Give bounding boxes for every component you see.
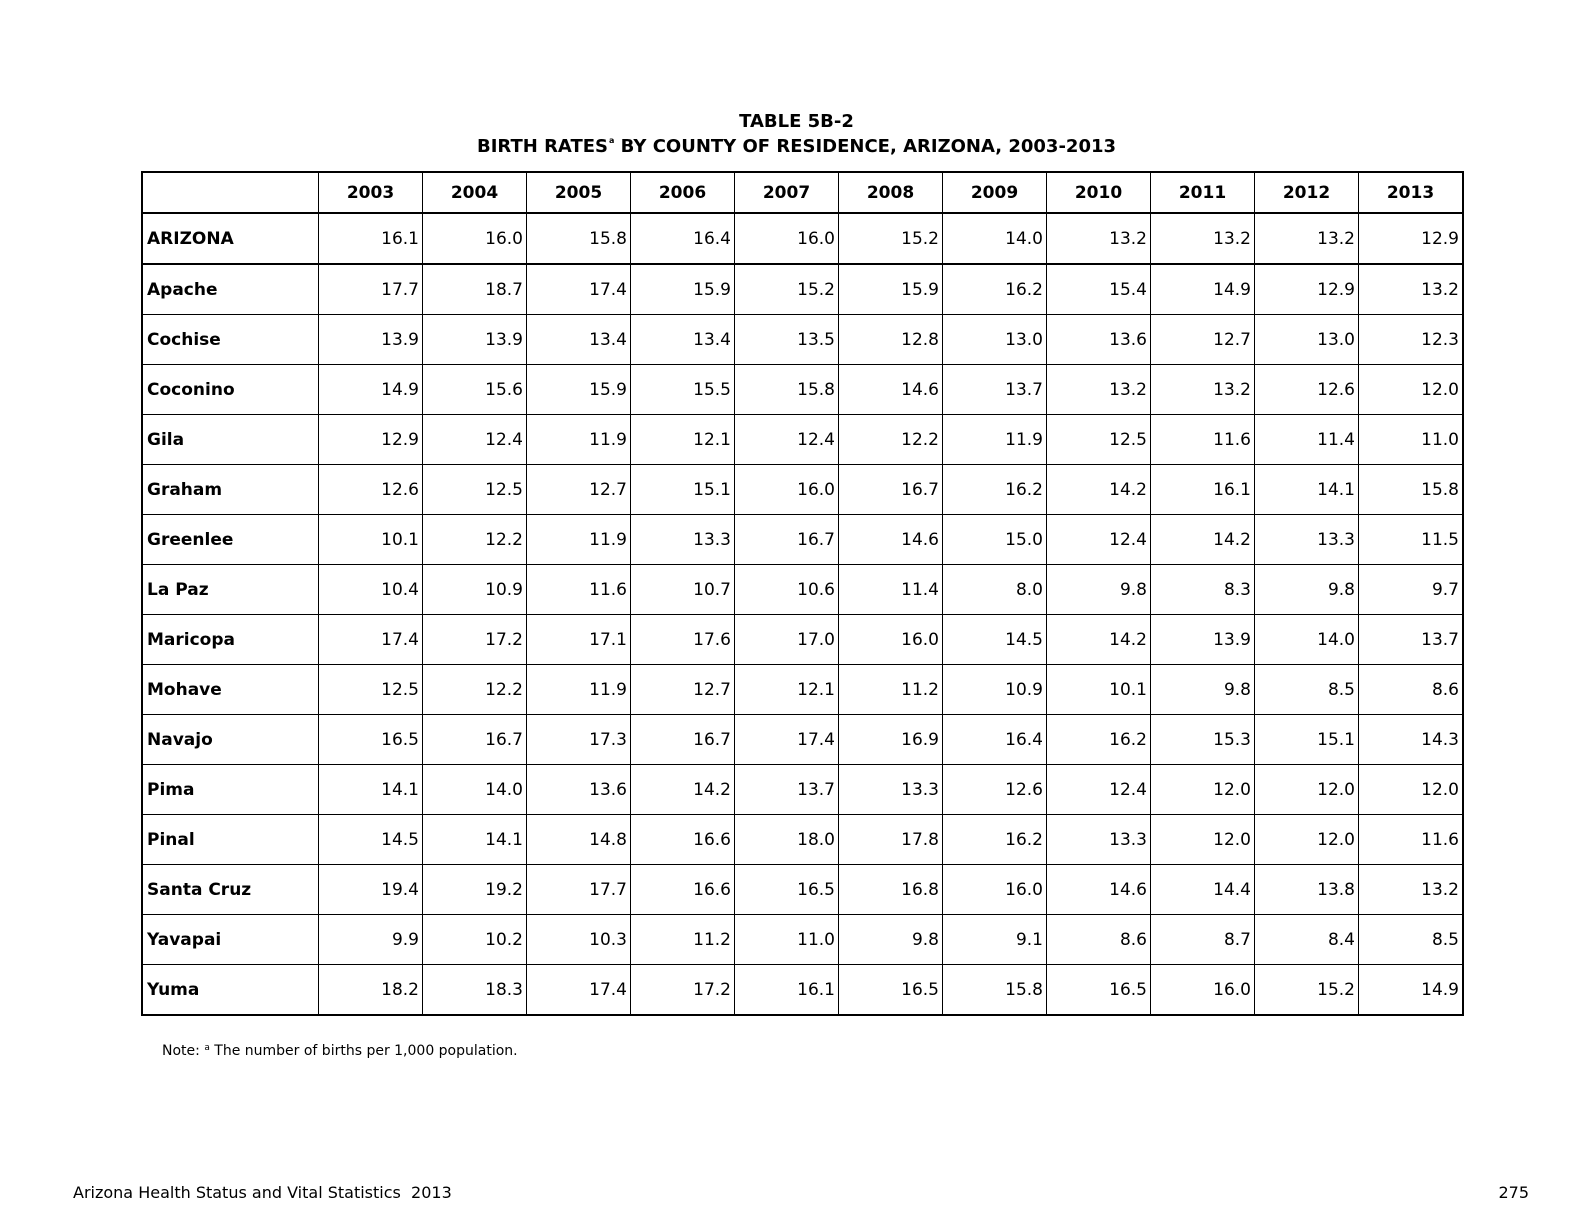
rate-value-cell: 13.2 bbox=[1151, 213, 1255, 264]
rate-value-cell: 9.7 bbox=[1359, 565, 1464, 615]
rate-value-cell: 15.4 bbox=[1047, 264, 1151, 315]
rate-value-cell: 16.8 bbox=[839, 865, 943, 915]
rate-value-cell: 10.4 bbox=[319, 565, 423, 615]
county-row bbox=[142, 665, 1463, 715]
rate-value-cell: 14.8 bbox=[527, 815, 631, 865]
rate-value-cell: 12.3 bbox=[1359, 315, 1464, 365]
rate-value-cell: 14.0 bbox=[423, 765, 527, 815]
rate-value-cell: 14.9 bbox=[1359, 965, 1464, 1016]
rate-value-cell: 14.5 bbox=[319, 815, 423, 865]
rate-value-cell: 12.6 bbox=[943, 765, 1047, 815]
rate-value-cell: 14.0 bbox=[943, 213, 1047, 264]
rate-value-cell: 12.1 bbox=[735, 665, 839, 715]
rate-value-cell: 10.6 bbox=[735, 565, 839, 615]
county-name-cell: Mohave bbox=[142, 665, 319, 715]
rate-value-cell: 8.5 bbox=[1359, 915, 1464, 965]
county-row bbox=[142, 615, 1463, 665]
rate-value-cell: 12.4 bbox=[1047, 765, 1151, 815]
county-row bbox=[142, 315, 1463, 365]
rate-value-cell: 14.9 bbox=[1151, 264, 1255, 315]
county-name-cell: Navajo bbox=[142, 715, 319, 765]
county-row bbox=[142, 415, 1463, 465]
rate-value-cell: 12.0 bbox=[1255, 815, 1359, 865]
rate-value-cell: 18.2 bbox=[319, 965, 423, 1016]
rate-value-cell: 11.9 bbox=[527, 515, 631, 565]
rate-value-cell: 14.3 bbox=[1359, 715, 1464, 765]
rate-value-cell: 9.8 bbox=[839, 915, 943, 965]
rate-value-cell: 14.2 bbox=[1151, 515, 1255, 565]
rate-value-cell: 13.2 bbox=[1151, 365, 1255, 415]
rate-value-cell: 14.2 bbox=[1047, 465, 1151, 515]
rate-value-cell: 10.1 bbox=[1047, 665, 1151, 715]
rate-value-cell: 14.1 bbox=[1255, 465, 1359, 515]
county-name-cell: Yuma bbox=[142, 965, 319, 1016]
rate-value-cell: 16.0 bbox=[735, 213, 839, 264]
rate-value-cell: 13.3 bbox=[631, 515, 735, 565]
rate-value-cell: 13.2 bbox=[1255, 213, 1359, 264]
rate-value-cell: 12.8 bbox=[839, 315, 943, 365]
rate-value-cell: 12.7 bbox=[527, 465, 631, 515]
rate-value-cell: 13.9 bbox=[1151, 615, 1255, 665]
rate-value-cell: 8.4 bbox=[1255, 915, 1359, 965]
rate-value-cell: 12.7 bbox=[631, 665, 735, 715]
rate-value-cell: 13.7 bbox=[735, 765, 839, 815]
year-header-cell: 2010 bbox=[1047, 172, 1151, 213]
rate-value-cell: 15.2 bbox=[839, 213, 943, 264]
rate-value-cell: 15.8 bbox=[735, 365, 839, 415]
rate-value-cell: 15.2 bbox=[735, 264, 839, 315]
county-name-cell: Apache bbox=[142, 264, 319, 315]
rate-value-cell: 12.5 bbox=[1047, 415, 1151, 465]
rate-value-cell: 15.9 bbox=[839, 264, 943, 315]
rate-value-cell: 15.0 bbox=[943, 515, 1047, 565]
rate-value-cell: 11.2 bbox=[631, 915, 735, 965]
rate-value-cell: 15.1 bbox=[1255, 715, 1359, 765]
rate-value-cell: 17.0 bbox=[735, 615, 839, 665]
rate-value-cell: 16.0 bbox=[943, 865, 1047, 915]
county-row bbox=[142, 765, 1463, 815]
rate-value-cell: 10.9 bbox=[943, 665, 1047, 715]
year-header-cell: 2009 bbox=[943, 172, 1047, 213]
rate-value-cell: 14.9 bbox=[319, 365, 423, 415]
rate-value-cell: 10.9 bbox=[423, 565, 527, 615]
rate-value-cell: 11.9 bbox=[527, 665, 631, 715]
rate-value-cell: 9.9 bbox=[319, 915, 423, 965]
rate-value-cell: 11.6 bbox=[1359, 815, 1464, 865]
rate-value-cell: 15.5 bbox=[631, 365, 735, 415]
table-body bbox=[142, 213, 1463, 1015]
county-name-cell: Yavapai bbox=[142, 915, 319, 965]
rate-value-cell: 14.1 bbox=[423, 815, 527, 865]
rate-value-cell: 12.5 bbox=[319, 665, 423, 715]
rate-value-cell: 18.0 bbox=[735, 815, 839, 865]
rate-value-cell: 11.6 bbox=[527, 565, 631, 615]
rate-value-cell: 10.3 bbox=[527, 915, 631, 965]
rate-value-cell: 16.6 bbox=[631, 815, 735, 865]
rate-value-cell: 16.4 bbox=[631, 213, 735, 264]
rate-value-cell: 13.4 bbox=[527, 315, 631, 365]
rate-value-cell: 13.0 bbox=[1255, 315, 1359, 365]
table-title-prefix: BIRTH RATES bbox=[476, 136, 608, 157]
rate-value-cell: 12.5 bbox=[423, 465, 527, 515]
rate-value-cell: 17.4 bbox=[319, 615, 423, 665]
rate-value-cell: 12.4 bbox=[1047, 515, 1151, 565]
note-text: The number of births per 1,000 population. bbox=[209, 1043, 518, 1059]
year-header-cell: 2008 bbox=[839, 172, 943, 213]
rate-value-cell: 17.4 bbox=[527, 264, 631, 315]
rate-value-cell: 12.1 bbox=[631, 415, 735, 465]
rate-value-cell: 16.5 bbox=[839, 965, 943, 1016]
rate-value-cell: 14.2 bbox=[1047, 615, 1151, 665]
county-row bbox=[142, 465, 1463, 515]
county-name-cell: Maricopa bbox=[142, 615, 319, 665]
rate-value-cell: 15.9 bbox=[527, 365, 631, 415]
rate-value-cell: 15.9 bbox=[631, 264, 735, 315]
table-note bbox=[162, 1043, 518, 1059]
year-header-cell: 2006 bbox=[631, 172, 735, 213]
rate-value-cell: 16.7 bbox=[423, 715, 527, 765]
rate-value-cell: 16.0 bbox=[423, 213, 527, 264]
county-name-cell: Coconino bbox=[142, 365, 319, 415]
county-row bbox=[142, 815, 1463, 865]
rate-value-cell: 11.6 bbox=[1151, 415, 1255, 465]
county-row bbox=[142, 715, 1463, 765]
county-name-cell: Santa Cruz bbox=[142, 865, 319, 915]
year-header-cell: 2004 bbox=[423, 172, 527, 213]
county-name-cell: Pinal bbox=[142, 815, 319, 865]
rate-value-cell: 17.4 bbox=[735, 715, 839, 765]
title-footnote-marker: a bbox=[609, 136, 615, 145]
rate-value-cell: 8.5 bbox=[1255, 665, 1359, 715]
rate-value-cell: 16.1 bbox=[1151, 465, 1255, 515]
rate-value-cell: 12.0 bbox=[1359, 765, 1464, 815]
table-title-block bbox=[0, 109, 1593, 159]
rate-value-cell: 17.1 bbox=[527, 615, 631, 665]
rate-value-cell: 11.4 bbox=[1255, 415, 1359, 465]
rate-value-cell: 13.7 bbox=[943, 365, 1047, 415]
rate-value-cell: 12.4 bbox=[423, 415, 527, 465]
rate-value-cell: 12.6 bbox=[319, 465, 423, 515]
rate-value-cell: 16.2 bbox=[943, 465, 1047, 515]
rate-value-cell: 8.6 bbox=[1047, 915, 1151, 965]
rate-value-cell: 11.0 bbox=[1359, 415, 1464, 465]
rate-value-cell: 11.4 bbox=[839, 565, 943, 615]
year-header-cell: 2007 bbox=[735, 172, 839, 213]
rate-value-cell: 17.2 bbox=[423, 615, 527, 665]
rate-value-cell: 14.2 bbox=[631, 765, 735, 815]
rate-value-cell: 13.4 bbox=[631, 315, 735, 365]
rate-value-cell: 14.5 bbox=[943, 615, 1047, 665]
rate-value-cell: 13.9 bbox=[319, 315, 423, 365]
year-header-cell: 2003 bbox=[319, 172, 423, 213]
rate-value-cell: 12.0 bbox=[1151, 765, 1255, 815]
county-name-cell: Graham bbox=[142, 465, 319, 515]
rate-value-cell: 17.7 bbox=[319, 264, 423, 315]
rate-value-cell: 12.6 bbox=[1255, 365, 1359, 415]
rate-value-cell: 11.0 bbox=[735, 915, 839, 965]
county-row bbox=[142, 365, 1463, 415]
rate-value-cell: 15.6 bbox=[423, 365, 527, 415]
county-name-cell: Greenlee bbox=[142, 515, 319, 565]
rate-value-cell: 13.2 bbox=[1047, 213, 1151, 264]
rate-value-cell: 11.5 bbox=[1359, 515, 1464, 565]
rate-value-cell: 13.3 bbox=[1255, 515, 1359, 565]
county-name-cell: ARIZONA bbox=[142, 213, 319, 264]
rate-value-cell: 15.3 bbox=[1151, 715, 1255, 765]
rate-value-cell: 9.8 bbox=[1151, 665, 1255, 715]
county-row bbox=[142, 865, 1463, 915]
rate-value-cell: 8.7 bbox=[1151, 915, 1255, 965]
rate-value-cell: 11.9 bbox=[527, 415, 631, 465]
birth-rates-table bbox=[141, 171, 1464, 1016]
county-name-cell: Gila bbox=[142, 415, 319, 465]
year-header-cell: 2005 bbox=[527, 172, 631, 213]
rate-value-cell: 14.0 bbox=[1255, 615, 1359, 665]
rate-value-cell: 16.6 bbox=[631, 865, 735, 915]
rate-value-cell: 16.1 bbox=[735, 965, 839, 1016]
rate-value-cell: 17.4 bbox=[527, 965, 631, 1016]
rate-value-cell: 14.6 bbox=[1047, 865, 1151, 915]
rate-value-cell: 12.9 bbox=[1255, 264, 1359, 315]
rate-value-cell: 19.4 bbox=[319, 865, 423, 915]
rate-value-cell: 13.2 bbox=[1047, 365, 1151, 415]
rate-value-cell: 17.2 bbox=[631, 965, 735, 1016]
rate-value-cell: 12.0 bbox=[1359, 365, 1464, 415]
rate-value-cell: 16.1 bbox=[319, 213, 423, 264]
rate-value-cell: 12.0 bbox=[1255, 765, 1359, 815]
rate-value-cell: 12.2 bbox=[839, 415, 943, 465]
county-row bbox=[142, 565, 1463, 615]
rate-value-cell: 10.1 bbox=[319, 515, 423, 565]
rate-value-cell: 9.1 bbox=[943, 915, 1047, 965]
rate-value-cell: 15.8 bbox=[1359, 465, 1464, 515]
note-footnote-marker: a bbox=[204, 1043, 210, 1053]
state-total-row bbox=[142, 213, 1463, 264]
rate-value-cell: 13.6 bbox=[527, 765, 631, 815]
rate-value-cell: 13.5 bbox=[735, 315, 839, 365]
rate-value-cell: 9.8 bbox=[1047, 565, 1151, 615]
rate-value-cell: 12.9 bbox=[1359, 213, 1464, 264]
rate-value-cell: 14.1 bbox=[319, 765, 423, 815]
rate-value-cell: 16.4 bbox=[943, 715, 1047, 765]
rate-value-cell: 16.5 bbox=[735, 865, 839, 915]
rate-value-cell: 14.4 bbox=[1151, 865, 1255, 915]
rate-value-cell: 12.7 bbox=[1151, 315, 1255, 365]
rate-value-cell: 16.9 bbox=[839, 715, 943, 765]
county-row bbox=[142, 915, 1463, 965]
county-row bbox=[142, 515, 1463, 565]
rate-value-cell: 13.3 bbox=[839, 765, 943, 815]
rate-value-cell: 16.2 bbox=[943, 815, 1047, 865]
rate-value-cell: 12.2 bbox=[423, 515, 527, 565]
rate-value-cell: 12.0 bbox=[1151, 815, 1255, 865]
rate-value-cell: 10.7 bbox=[631, 565, 735, 615]
rate-value-cell: 8.3 bbox=[1151, 565, 1255, 615]
rate-value-cell: 11.9 bbox=[943, 415, 1047, 465]
rate-value-cell: 14.6 bbox=[839, 515, 943, 565]
page-number: 275 bbox=[1498, 1183, 1529, 1202]
rate-value-cell: 15.1 bbox=[631, 465, 735, 515]
table-header-row bbox=[142, 172, 1463, 213]
rate-value-cell: 13.8 bbox=[1255, 865, 1359, 915]
rate-value-cell: 16.7 bbox=[735, 515, 839, 565]
rate-value-cell: 12.2 bbox=[423, 665, 527, 715]
rate-value-cell: 16.0 bbox=[735, 465, 839, 515]
rate-value-cell: 13.7 bbox=[1359, 615, 1464, 665]
note-prefix: Note: bbox=[162, 1043, 205, 1059]
year-header-cell: 2011 bbox=[1151, 172, 1255, 213]
rate-value-cell: 10.2 bbox=[423, 915, 527, 965]
rate-value-cell: 16.7 bbox=[631, 715, 735, 765]
birth-rates-table-container bbox=[141, 171, 1464, 1016]
table-title-suffix: BY COUNTY OF RESIDENCE, ARIZONA, 2003-2013 bbox=[614, 136, 1117, 157]
rate-value-cell: 15.8 bbox=[527, 213, 631, 264]
table-title bbox=[0, 134, 1593, 159]
rate-value-cell: 19.2 bbox=[423, 865, 527, 915]
county-row bbox=[142, 965, 1463, 1016]
rate-value-cell: 13.6 bbox=[1047, 315, 1151, 365]
rate-value-cell: 12.9 bbox=[319, 415, 423, 465]
table-number: TABLE 5B-2 bbox=[739, 111, 854, 132]
rate-value-cell: 16.5 bbox=[1047, 965, 1151, 1016]
rate-value-cell: 16.0 bbox=[1151, 965, 1255, 1016]
rate-value-cell: 16.7 bbox=[839, 465, 943, 515]
rate-value-cell: 17.3 bbox=[527, 715, 631, 765]
rate-value-cell: 13.3 bbox=[1047, 815, 1151, 865]
rate-value-cell: 16.2 bbox=[1047, 715, 1151, 765]
county-name-cell: La Paz bbox=[142, 565, 319, 615]
year-header-cell: 2012 bbox=[1255, 172, 1359, 213]
header-corner-cell bbox=[142, 172, 319, 213]
rate-value-cell: 18.3 bbox=[423, 965, 527, 1016]
rate-value-cell: 17.7 bbox=[527, 865, 631, 915]
county-name-cell: Cochise bbox=[142, 315, 319, 365]
rate-value-cell: 8.6 bbox=[1359, 665, 1464, 715]
rate-value-cell: 14.6 bbox=[839, 365, 943, 415]
footer-publication-title: Arizona Health Status and Vital Statistics 2013 bbox=[73, 1183, 452, 1202]
rate-value-cell: 11.2 bbox=[839, 665, 943, 715]
rate-value-cell: 15.8 bbox=[943, 965, 1047, 1016]
year-header-cell: 2013 bbox=[1359, 172, 1464, 213]
rate-value-cell: 17.8 bbox=[839, 815, 943, 865]
rate-value-cell: 15.2 bbox=[1255, 965, 1359, 1016]
rate-value-cell: 13.2 bbox=[1359, 264, 1464, 315]
county-name-cell: Pima bbox=[142, 765, 319, 815]
rate-value-cell: 8.0 bbox=[943, 565, 1047, 615]
county-row bbox=[142, 264, 1463, 315]
rate-value-cell: 9.8 bbox=[1255, 565, 1359, 615]
rate-value-cell: 18.7 bbox=[423, 264, 527, 315]
rate-value-cell: 16.5 bbox=[319, 715, 423, 765]
rate-value-cell: 12.4 bbox=[735, 415, 839, 465]
rate-value-cell: 13.0 bbox=[943, 315, 1047, 365]
rate-value-cell: 16.2 bbox=[943, 264, 1047, 315]
rate-value-cell: 16.0 bbox=[839, 615, 943, 665]
rate-value-cell: 13.9 bbox=[423, 315, 527, 365]
rate-value-cell: 13.2 bbox=[1359, 865, 1464, 915]
rate-value-cell: 17.6 bbox=[631, 615, 735, 665]
